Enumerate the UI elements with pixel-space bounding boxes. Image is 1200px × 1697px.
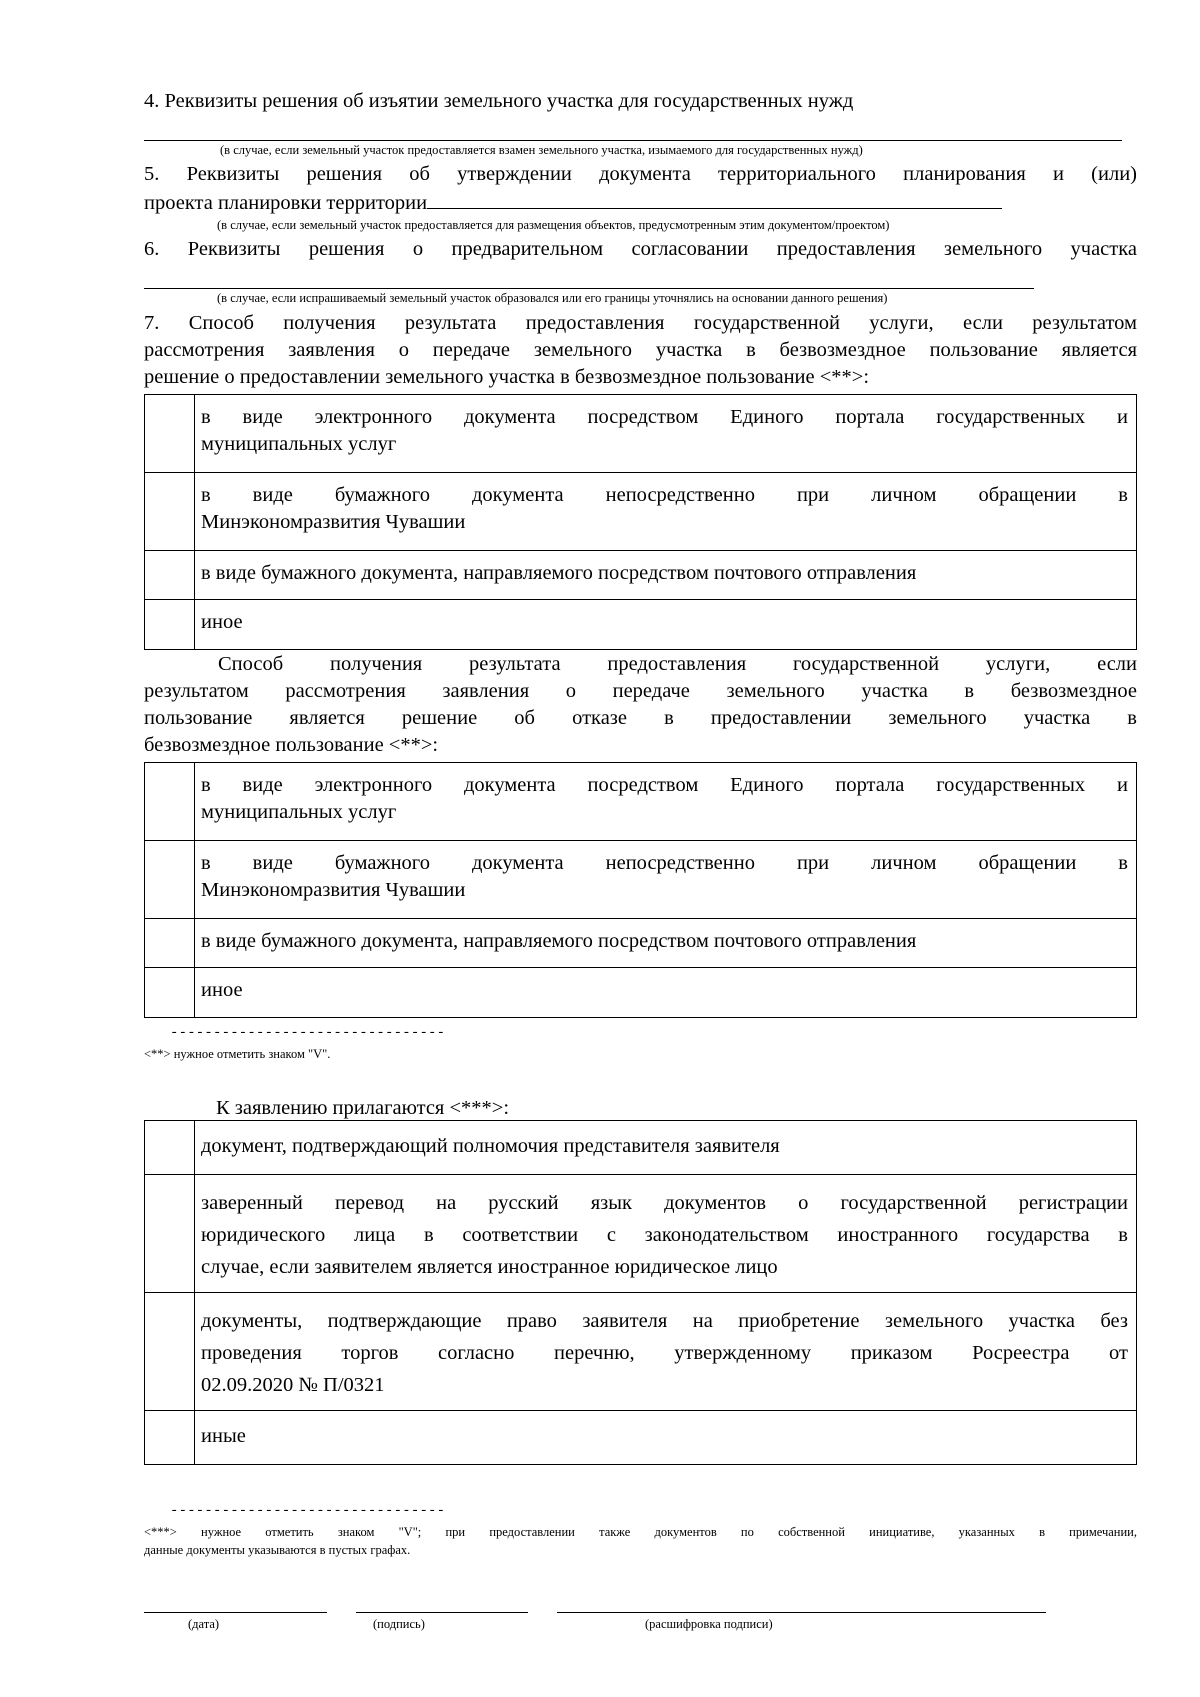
option-checkbox[interactable]	[145, 600, 195, 650]
refusal-line: пользование является решение об отказе в предоставлении земельного участка в	[144, 707, 1137, 729]
option-checkbox[interactable]	[145, 551, 195, 600]
option-label: иное	[195, 600, 1137, 650]
footnote1-text: <**> нужное отметить знаком "V".	[144, 1047, 331, 1061]
table-row	[145, 1175, 1137, 1293]
option-label: в виде бумажного документа непосредственно при личном обращении в Минэкономразвития Чувашии	[195, 473, 1137, 551]
item5-note: (в случае, если земельный участок предоставляется для размещения объектов, предусмотренным этим документом/проектом)	[217, 218, 890, 232]
footnote1-separator: --------------------------------	[170, 1025, 446, 1041]
option-checkbox[interactable]	[145, 841, 195, 919]
option-checkbox[interactable]	[145, 473, 195, 551]
item4-fill-line[interactable]	[144, 140, 1122, 141]
attachment-checkbox[interactable]	[145, 1411, 195, 1465]
item7-line: рассмотрения заявления о передаче земельного участка в безвозмездное пользование является	[144, 339, 1137, 361]
footnote2-line1: <***> нужное отметить знаком "V"; при предоставлении также документов по собственной инициативе, указанных в примечании,	[144, 1525, 1137, 1539]
footnote2-line2: данные документы указываются в пустых графах.	[144, 1543, 411, 1557]
signature-label: (подпись)	[373, 1617, 425, 1631]
item5-fill-line[interactable]	[427, 188, 1002, 209]
attachment-checkbox[interactable]	[145, 1175, 195, 1293]
signature-decode-field[interactable]	[557, 1612, 1046, 1613]
item6-fill-line[interactable]	[144, 288, 1034, 289]
signature-field[interactable]	[356, 1612, 528, 1613]
item4-text: 4. Реквизиты решения об изъятии земельного участка для государственных нужд	[144, 90, 854, 112]
option-checkbox[interactable]	[145, 395, 195, 473]
refusal-paragraph	[144, 651, 1137, 759]
table-row	[145, 1121, 1137, 1175]
option-label: в виде бумажного документа непосредственно при личном обращении в Минэкономразвития Чувашии	[195, 841, 1137, 919]
item7-line: 7. Способ получения результата предоставления государственной услуги, если результатом	[144, 312, 1137, 334]
date-label: (дата)	[188, 1617, 220, 1631]
table-row	[145, 763, 1137, 841]
attachment-checkbox[interactable]	[145, 1293, 195, 1411]
attachments-table	[144, 1120, 1137, 1465]
option-label: в виде электронного документа посредством Единого портала государственных и муниципальных услуг	[195, 763, 1137, 841]
attachment-checkbox[interactable]	[145, 1121, 195, 1175]
item4-note: (в случае, если земельный участок предоставляется взамен земельного участка, изымаемого для государственных нужд)	[220, 143, 863, 157]
option-label: в виде бумажного документа, направляемого посредством почтового отправления	[195, 919, 1137, 968]
table-row	[145, 1293, 1137, 1411]
option-label: в виде бумажного документа, направляемого посредством почтового отправления	[195, 551, 1137, 600]
option-checkbox[interactable]	[145, 968, 195, 1018]
footnote2-separator: --------------------------------	[170, 1503, 446, 1519]
option-checkbox[interactable]	[145, 919, 195, 968]
refusal-line: безвозмездное пользование <**>:	[144, 734, 439, 756]
attachment-label: документ, подтверждающий полномочия представителя заявителя	[195, 1121, 1137, 1175]
option-label: иное	[195, 968, 1137, 1018]
table-row	[145, 395, 1137, 473]
refusal-line: Способ получения результата предоставления государственной услуги, если	[218, 653, 1137, 675]
option-checkbox[interactable]	[145, 763, 195, 841]
result-method-table	[144, 394, 1137, 650]
option-label: в виде электронного документа посредством Единого портала государственных и муниципальных услуг	[195, 395, 1137, 473]
table-row	[145, 968, 1137, 1018]
item7-paragraph	[144, 310, 1137, 391]
item5-line1: 5. Реквизиты решения об утверждении документа территориального планирования и (или)	[144, 163, 1137, 185]
item6-text: 6. Реквизиты решения о предварительном согласовании предоставления земельного участка	[144, 238, 1137, 260]
table-row	[145, 919, 1137, 968]
attachment-label: иные	[195, 1411, 1137, 1465]
item5-line2-text: проекта планировки территории	[144, 192, 428, 214]
refusal-line: результатом рассмотрения заявления о передаче земельного участка в безвозмездное	[144, 680, 1137, 702]
date-field[interactable]	[144, 1612, 327, 1613]
table-row	[145, 841, 1137, 919]
item7-line: решение о предоставлении земельного участка в безвозмездное пользование <**>:	[144, 366, 870, 388]
table-row	[145, 551, 1137, 600]
table-row	[145, 1411, 1137, 1465]
attachment-label: документы, подтверждающие право заявителя на приобретение земельного участка без проведения торгов согласно перечню, утвержденному приказом Росреестра от 02.09.2020 № П/0321	[195, 1293, 1137, 1411]
signature-decode-label: (расшифровка подписи)	[645, 1617, 773, 1631]
table-row	[145, 473, 1137, 551]
attachment-label: заверенный перевод на русский язык документов о государственной регистрации юридического лица в соответствии с законодательством иностранного государства в случае, если заявителем является иностранное юридическое лицо	[195, 1175, 1137, 1293]
item6-note: (в случае, если испрашиваемый земельный участок образовался или его границы уточнялись на основании данного решения)	[217, 291, 888, 305]
table-row	[145, 600, 1137, 650]
refusal-method-table	[144, 762, 1137, 1018]
attachments-heading: К заявлению прилагаются <***>:	[216, 1097, 510, 1119]
item5-line2	[144, 188, 1137, 217]
